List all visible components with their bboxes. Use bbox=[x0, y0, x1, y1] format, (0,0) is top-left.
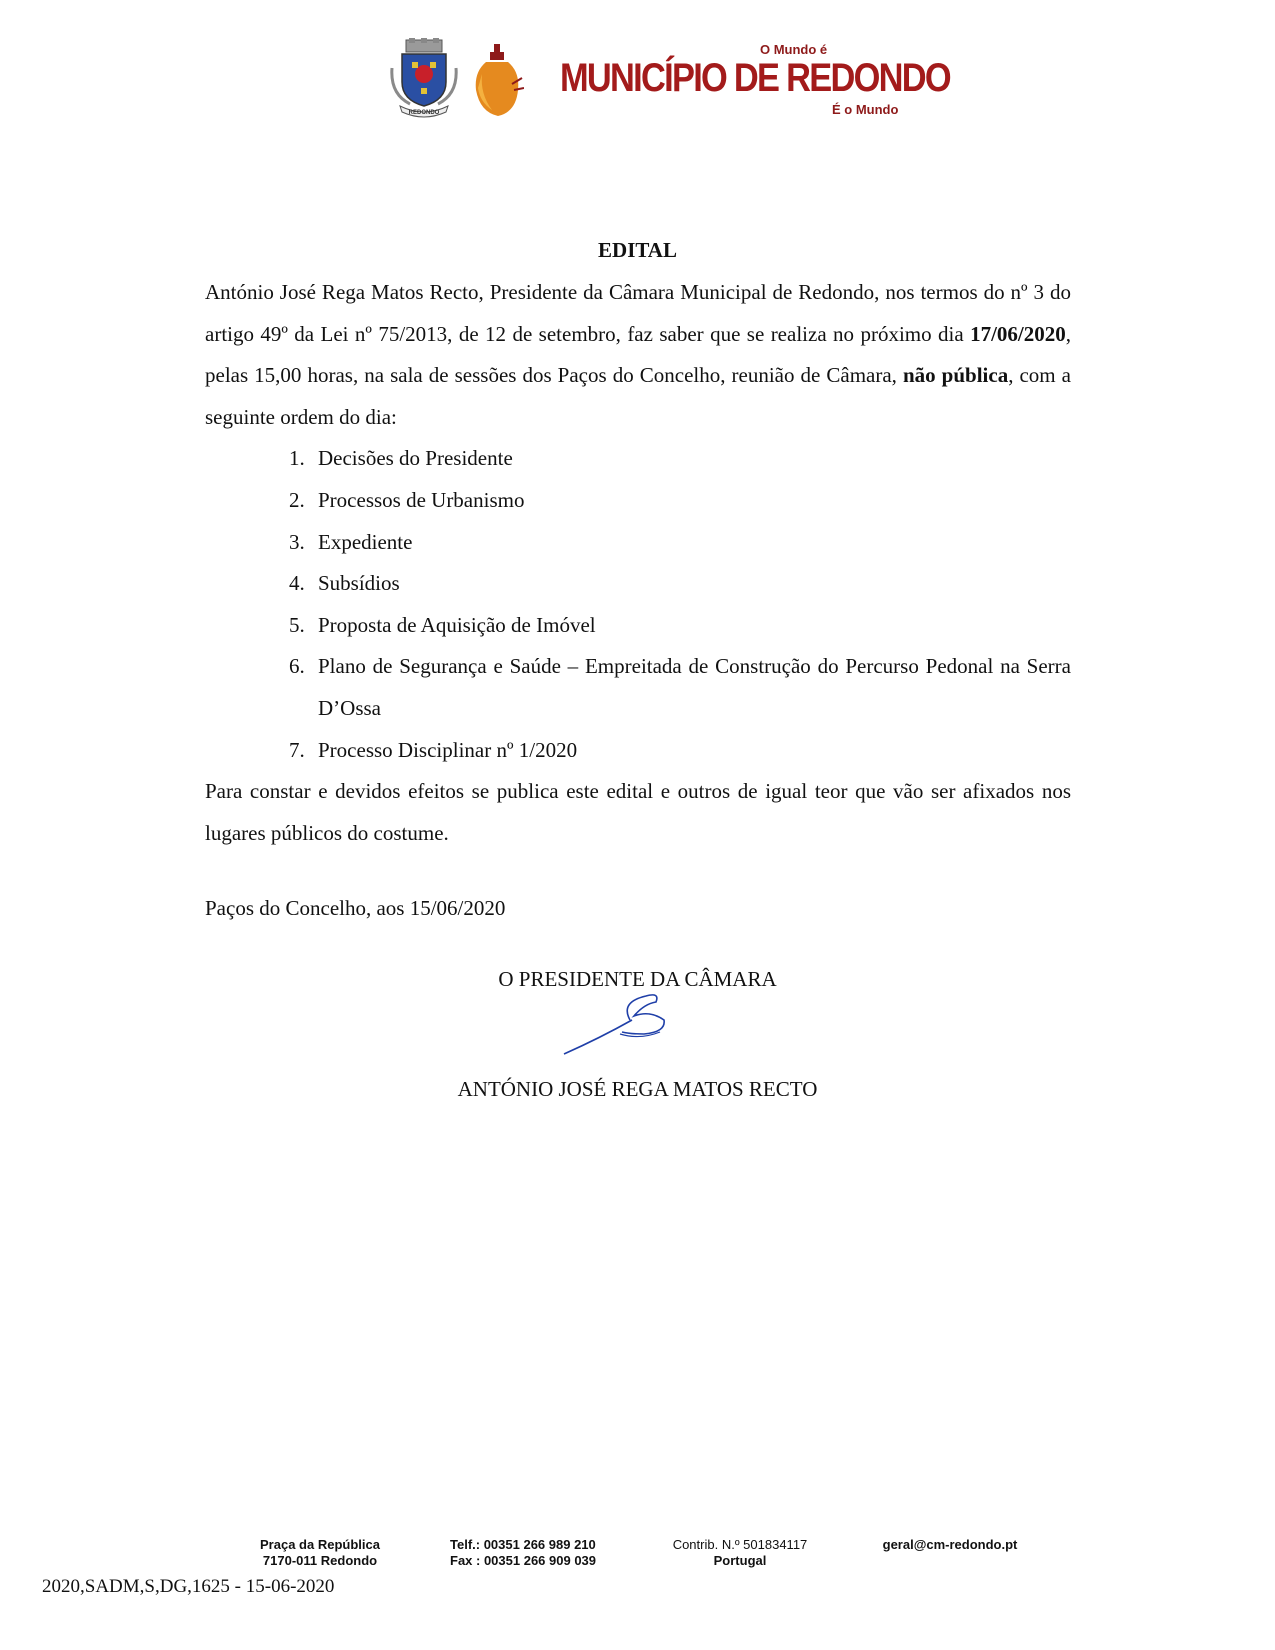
agenda-item: 1. Decisões do Presidente bbox=[310, 438, 1071, 480]
coat-of-arms-icon bbox=[390, 38, 458, 118]
place-and-date: Paços do Concelho, aos 15/06/2020 bbox=[205, 896, 506, 920]
tagline-top: O Mundo é bbox=[760, 42, 828, 57]
agenda-item: 6. Plano de Segurança e Saúde – Empreitada de Construção do Percurso Pedonal na Serra D’Ossa bbox=[310, 646, 1071, 729]
intro-text-1: António José Rega Matos Recto, Presidente da Câmara Municipal de Redondo, nos termos do nº 3 do artigo 49º da Lei nº 75/2013, de 12 de setembro, faz saber que se realiza no próximo dia bbox=[205, 280, 1071, 346]
agenda-item: 3. Expediente bbox=[310, 522, 1071, 564]
agenda-item: 2. Processos de Urbanismo bbox=[310, 480, 1071, 522]
crest-label: REDONDO bbox=[408, 110, 440, 116]
footer-contrib: Contrib. N.º 501834117 bbox=[672, 1537, 808, 1552]
intro-paragraph bbox=[205, 272, 1071, 438]
intro-text-3: , com a seguinte ordem do dia: bbox=[205, 363, 1071, 429]
tagline-bottom: É o Mundo bbox=[832, 102, 899, 117]
footer-email[interactable]: geral@cm-redondo.pt bbox=[882, 1537, 1018, 1552]
footer-tel: Telf.: 00351 266 989 210 bbox=[450, 1537, 596, 1552]
president-title: O PRESIDENTE DA CÂMARA bbox=[498, 967, 777, 991]
footer-country: Portugal bbox=[713, 1553, 767, 1568]
footer-taxid bbox=[665, 1537, 815, 1569]
closing-paragraph: Para constar e devidos efeitos se publica este edital e outros de igual teor que vão ser afixados nos lugares públicos do costume. bbox=[205, 779, 1071, 845]
municipality-logo-text: MUNICÍPIO DE REDONDO bbox=[560, 56, 950, 100]
document-title: EDITAL bbox=[598, 238, 677, 262]
agenda-item: 5. Proposta de Aquisição de Imóvel bbox=[310, 605, 1071, 647]
document-body bbox=[205, 272, 1071, 854]
footer-fax: Fax : 00351 266 909 039 bbox=[450, 1553, 597, 1568]
clay-jar-icon bbox=[472, 44, 524, 118]
meeting-status: não pública bbox=[902, 363, 1009, 388]
footer-address-line1: Praça da República bbox=[260, 1537, 380, 1552]
meeting-date: 17/06/2020 bbox=[970, 321, 1066, 346]
footer-address-line2: 7170-011 Redondo bbox=[262, 1553, 378, 1568]
document-reference: 2020,SADM,S,DG,1625 - 15-06-2020 bbox=[42, 1576, 335, 1597]
letterhead bbox=[380, 38, 950, 118]
agenda-item: 7. Processo Disciplinar nº 1/2020 bbox=[310, 730, 1071, 772]
agenda-item: 4. Subsídios bbox=[310, 563, 1071, 605]
president-name: ANTÓNIO JOSÉ REGA MATOS RECTO bbox=[457, 1077, 818, 1101]
agenda-list bbox=[205, 438, 1071, 771]
footer-phone bbox=[450, 1537, 615, 1569]
signature-icon bbox=[560, 990, 690, 1060]
intro-text-2: , pelas 15,00 horas, na sala de sessões dos Paços do Concelho, reunião de Câmara, bbox=[205, 321, 1071, 388]
footer-address bbox=[255, 1537, 385, 1569]
